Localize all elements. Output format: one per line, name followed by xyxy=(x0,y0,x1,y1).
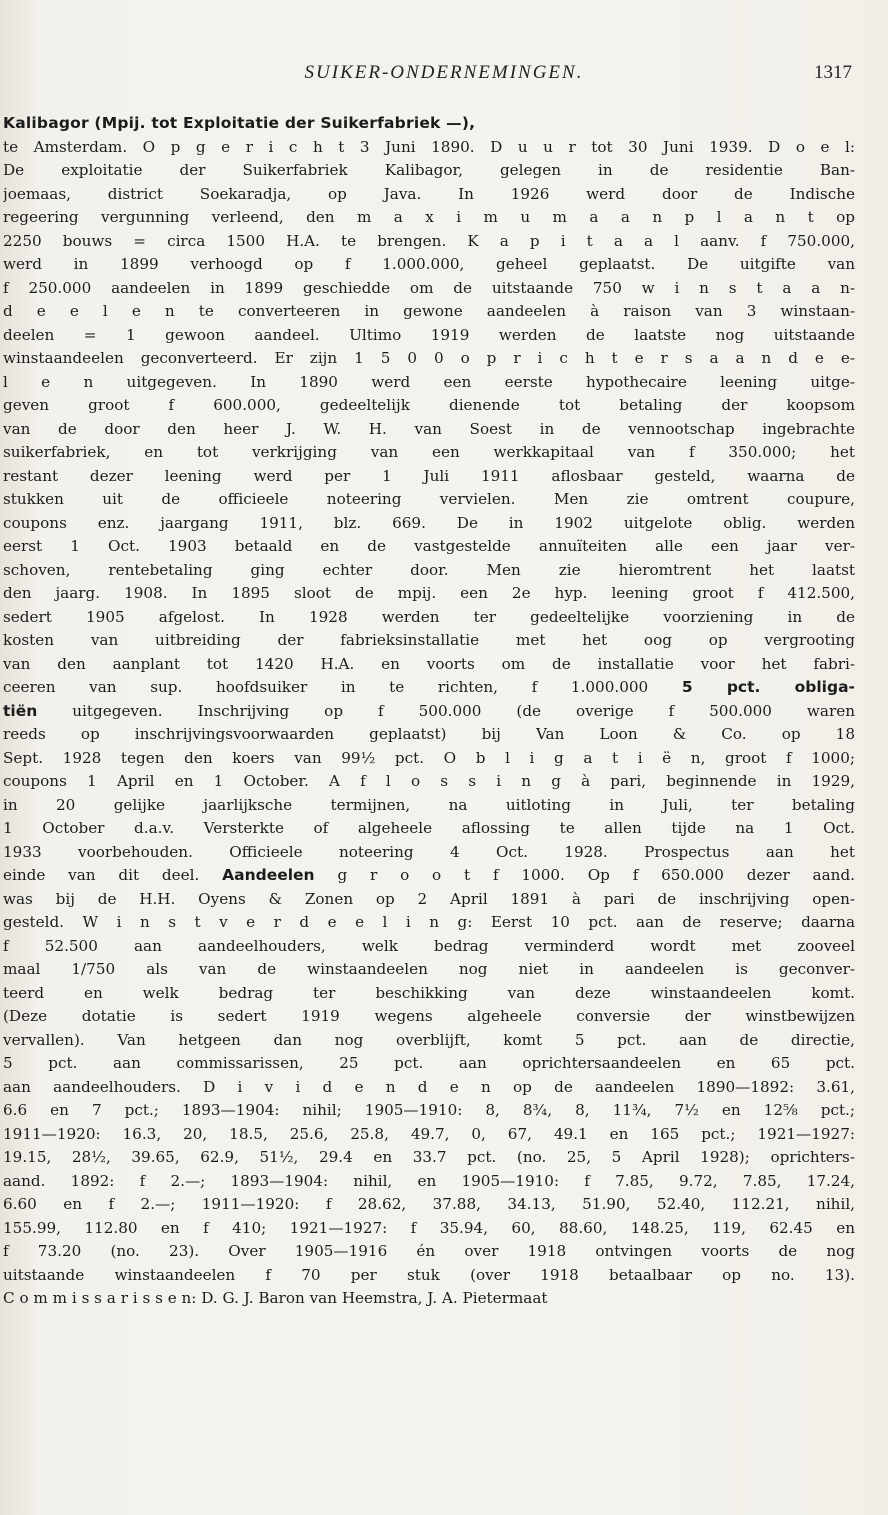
text-line: 1 October d.a.v. Versterkte of algeheele aflossing te allen tijde na 1 Oct. xyxy=(3,819,855,837)
text-line: schoven, rentebetaling ging echter door. Men zie hieromtrent het laatst xyxy=(3,560,855,579)
text-line-obligatien-a xyxy=(3,676,855,700)
text-line: De exploitatie der Suikerfabriek Kalibagor, gelegen in de residentie Ban- xyxy=(3,161,855,179)
running-title: SUIKER-ONDERNEMINGEN. xyxy=(304,62,584,83)
text-line: maal 1/750 als van de winstaandeelen nog niet in aandeelen is geconver- xyxy=(3,960,855,978)
text-line: eerst 1 Oct. 1903 betaald en de vastgestelde annuïteiten alle een jaar ver- xyxy=(3,537,855,555)
text-line: kosten van uitbreiding der fabrieksinstallatie met het oog op vergrooting xyxy=(3,631,855,649)
text-line: sedert 1905 afgelost. In 1928 werden ter gedeeltelijke voorziening in de xyxy=(3,607,855,626)
text-line: van de door den heer J. W. H. van Soest in de vennootschap ingebrachte xyxy=(3,419,855,438)
text-line: joemaas, district Soekaradja, op Java. In 1926 werd door de Indische xyxy=(3,184,855,203)
text-line: C o m m i s s a r i s s e n: D. G. J. Baron van Heemstra, J. A. Pietermaat xyxy=(3,1289,548,1307)
entry-text xyxy=(3,112,855,1311)
text-line: was bij de H.H. Oyens & Zonen op 2 April 1891 à pari de inschrijving open- xyxy=(3,889,855,908)
text-line: restant dezer leening werd per 1 Juli 1911 aflosbaar gesteld, waarna de xyxy=(3,466,855,485)
text-line: coupons 1 April en 1 October. A f l o s s i n g à pari, beginnende in 1929, xyxy=(3,772,855,790)
entry-paragraph-part-1 xyxy=(3,136,855,677)
text-line: f 73.20 (no. 23). Over 1905—1916 én over 1918 ontvingen voorts de nog xyxy=(3,1242,855,1260)
text-line-aandeelen xyxy=(3,864,855,888)
text-line: werd in 1899 verhoogd op f 1.000.000, geheel geplaatst. De uitgifte van xyxy=(3,255,855,273)
text-line: den jaarg. 1908. In 1895 sloot de mpij. een 2e hyp. leening groot f 412.500, xyxy=(3,584,855,602)
text-line: stukken uit de officieele noteering vervielen. Men zie omtrent coupure, xyxy=(3,490,855,508)
text-line: 19.15, 28½, 39.65, 62.9, 51½, 29.4 en 33.7 pct. (no. 25, 5 April 1928); oprichters- xyxy=(3,1148,855,1166)
text-line: 1911—1920: 16.3, 20, 18.5, 25.6, 25.8, 49.7, 0, 67, 49.1 en 165 pct.; 1921—1927: xyxy=(3,1124,855,1143)
text-line: regeering vergunning verleend, den m a x i m u m a a n p l a n t op xyxy=(3,208,855,226)
text-line: deelen = 1 gewoon aandeel. Ultimo 1919 werden de laatste nog uitstaande xyxy=(3,325,855,344)
aandeelen-heading: Aandeelen xyxy=(222,866,315,884)
text-fragment: uitgegeven. Inschrijving op f 500.000 (de overige f 500.000 waren xyxy=(72,701,855,720)
text-line: geven groot f 600.000, gedeeltelijk dienende tot betaling der koopsom xyxy=(3,396,855,414)
text-line: van den aanplant tot 1420 H.A. en voorts om de installatie voor het fabri- xyxy=(3,654,855,673)
text-line: f 250.000 aandeelen in 1899 geschiedde om de uitstaande 750 w i n s t a a n- xyxy=(3,278,855,297)
text-fragment: ceeren van sup. hoofdsuiker in te richten, f 1.000.000 xyxy=(3,678,649,696)
text-line: 2250 bouws = circa 1500 H.A. te brengen. K a p i t a a l aanv. f 750.000, xyxy=(3,231,855,250)
page-number: 1317 xyxy=(814,62,852,83)
text-fragment: einde van dit deel. xyxy=(3,866,200,884)
text-line: winstaandeelen geconverteerd. Er zijn 1 5 0 0 o p r i c h t e r s a a n d e e- xyxy=(3,349,855,367)
text-line: aand. 1892: f 2.—; 1893—1904: nihil, en 1905—1910: f 7.85, 9.72, 7.85, 17.24, xyxy=(3,1171,855,1190)
text-line: f 52.500 aan aandeelhouders, welk bedrag verminderd wordt met zooveel xyxy=(3,936,855,955)
text-line: d e e l e n te converteeren in gewone aandeelen à raison van 3 winstaan- xyxy=(3,302,855,320)
text-fragment: g r o o t f 1000. Op f 650.000 dezer aand. xyxy=(337,866,855,884)
text-line: Sept. 1928 tegen den koers van 99½ pct. O b l i g a t i ë n, groot f 1000; xyxy=(3,748,855,767)
text-line: 5 pct. aan commissarissen, 25 pct. aan oprichtersaandeelen en 65 pct. xyxy=(3,1054,855,1072)
text-line: uitstaande winstaandeelen f 70 per stuk (over 1918 betaalbaar op no. 13). xyxy=(3,1265,855,1284)
entry-paragraph-part-2 xyxy=(3,723,855,864)
text-line: (Deze dotatie is sedert 1919 wegens algeheele conversie der winstbewijzen xyxy=(3,1007,855,1025)
entry-title-line xyxy=(3,112,855,136)
text-line: 155.99, 112.80 en f 410; 1921—1927: f 35.94, 60, 88.60, 148.25, 119, 62.45 en xyxy=(3,1218,855,1237)
text-line: suikerfabriek, en tot verkrijging van een werkkapitaal van f 350.000; het xyxy=(3,443,855,461)
obligatien-heading-continued: tiën xyxy=(3,701,38,720)
text-line: l e n uitgegeven. In 1890 werd een eerste hypothecaire leening uitge- xyxy=(3,372,855,391)
text-line: 6.6 en 7 pct.; 1893—1904: nihil; 1905—1910: 8, 8¾, 8, 11¾, 7½ en 12⅝ pct.; xyxy=(3,1101,855,1119)
text-line: gesteld. W i n s t v e r d e e l i n g: Eerst 10 pct. aan de reserve; daarna xyxy=(3,913,855,931)
text-line: coupons enz. jaargang 1911, blz. 669. De in 1902 uitgelote oblig. werden xyxy=(3,513,855,532)
text-line: reeds op inschrijvingsvoorwaarden geplaatst) bij Van Loon & Co. op 18 xyxy=(3,725,855,743)
text-line: in 20 gelijke jaarlijksche termijnen, na uitloting in Juli, ter betaling xyxy=(3,795,855,814)
entry-title: Kalibagor (Mpij. tot Exploitatie der Suikerfabriek —), xyxy=(3,114,476,132)
entry-paragraph-part-3 xyxy=(3,888,855,1311)
page-header xyxy=(0,60,888,90)
text-line: 6.60 en f 2.—; 1911—1920: f 28.62, 37.88, 34.13, 51.90, 52.40, 112.21, nihil, xyxy=(3,1195,855,1213)
text-line: te Amsterdam. O p g e r i c h t 3 Juni 1890. D u u r tot 30 Juni 1939. D o e l: xyxy=(3,137,855,156)
text-line: teerd en welk bedrag ter beschikking van deze winstaandeelen komt. xyxy=(3,983,855,1002)
obligatien-heading: 5 pct. obliga- xyxy=(681,678,855,696)
text-line: vervallen). Van hetgeen dan nog overblijft, komt 5 pct. aan de directie, xyxy=(3,1030,855,1049)
text-line-obligatien-b xyxy=(3,700,855,724)
text-line: 1933 voorbehouden. Officieele noteering 4 Oct. 1928. Prospectus aan het xyxy=(3,842,855,861)
text-line: aan aandeelhouders. D i v i d e n d e n op de aandeelen 1890—1892: 3.61, xyxy=(3,1077,855,1096)
